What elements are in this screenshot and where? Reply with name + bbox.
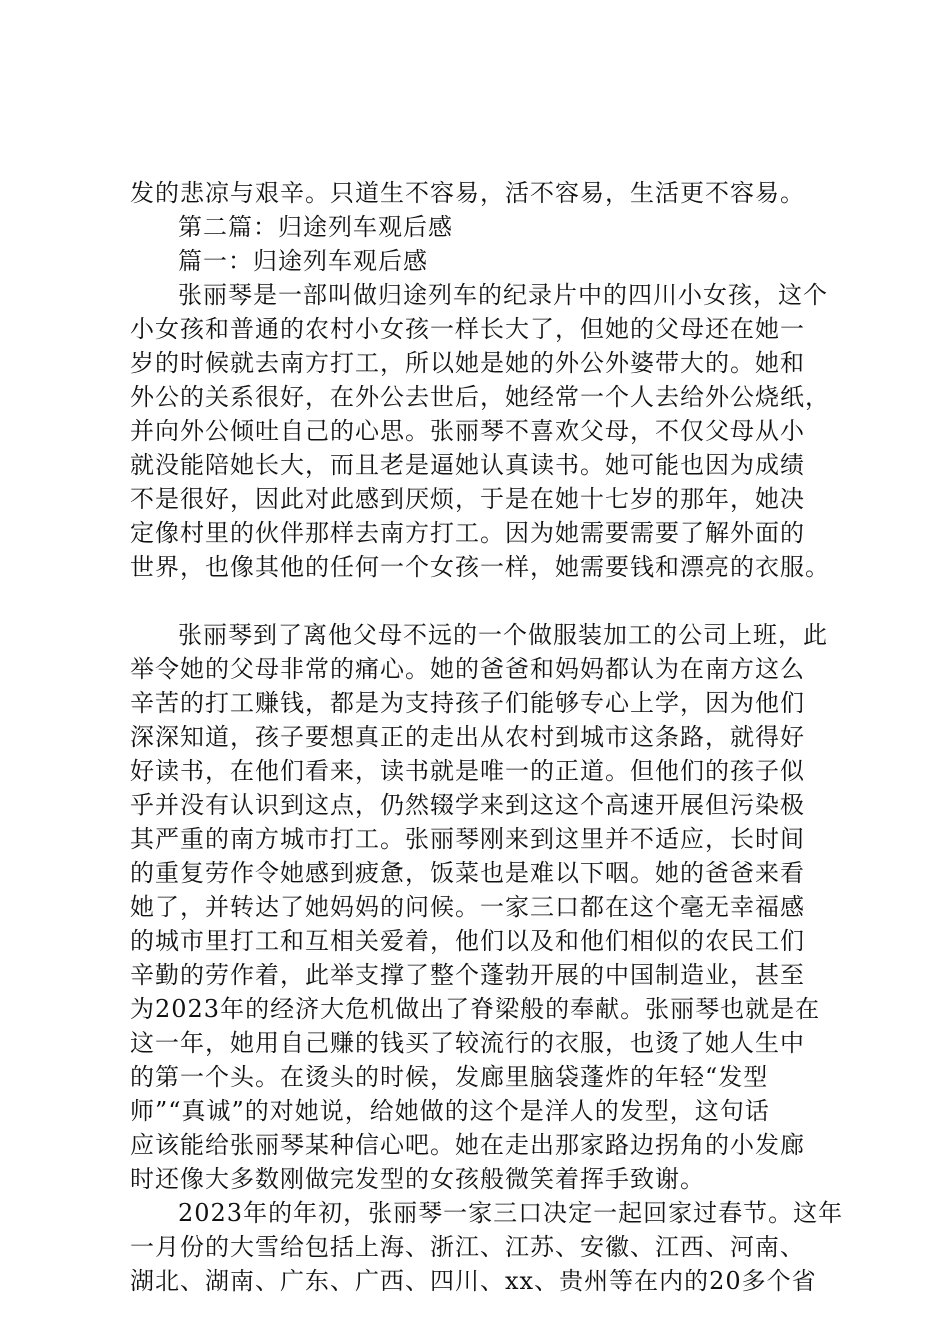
text-line: 湖北、湖南、广东、广西、四川、xx、贵州等在内的20多个省	[130, 1267, 817, 1295]
text-line: 发的悲凉与艰辛。只道生不容易，活不容易，生活更不容易。	[130, 179, 805, 207]
section-heading: 第二篇：归途列车观后感	[178, 213, 453, 241]
text-line: 外公的关系很好，在外公去世后，她经常一个人去给外公烧纸，	[130, 383, 830, 411]
text-line: 的重复劳作令她感到疲惫，饭菜也是难以下咽。她的爸爸来看	[130, 859, 805, 887]
text-line: 辛苦的打工赚钱，都是为支持孩子们能够专心上学，因为他们	[130, 689, 805, 717]
text-line: 时还像大多数刚做完发型的女孩般微笑着挥手致谢。	[130, 1165, 705, 1193]
text-line: 岁的时候就去南方打工，所以她是她的外公外婆带大的。她和	[130, 349, 805, 377]
text-line: 定像村里的伙伴那样去南方打工。因为她需要需要了解外面的	[130, 519, 805, 547]
text-line: 2023年的年初，张丽琴一家三口决定一起回家过春节。这年	[178, 1199, 844, 1227]
text-line: 并向外公倾吐自己的心思。张丽琴不喜欢父母，不仅父母从小	[130, 417, 805, 445]
paragraph-gap	[130, 584, 845, 618]
text-line: 的城市里打工和互相关爱着，他们以及和他们相似的农民工们	[130, 927, 805, 955]
text-line: 好读书，在他们看来，读书就是唯一的正道。但他们的孩子似	[130, 757, 805, 785]
text-line: 一月份的大雪给包括上海、浙江、江苏、安徽、江西、河南、	[130, 1233, 805, 1261]
text-line: 辛勤的劳作着，此举支撑了整个蓬勃开展的中国制造业，甚至	[130, 961, 805, 989]
document-body	[130, 176, 845, 1298]
text-line: 张丽琴是一部叫做归途列车的纪录片中的四川小女孩，这个	[178, 281, 828, 309]
text-line: 其严重的南方城市打工。张丽琴刚来到这里并不适应，长时间	[130, 825, 805, 853]
text-line: 为2023年的经济大危机做出了脊梁般的奉献。张丽琴也就是在	[130, 995, 821, 1023]
text-line: 应该能给张丽琴某种信心吧。她在走出那家路边拐角的小发廊	[130, 1131, 805, 1159]
text-line: 举令她的父母非常的痛心。她的爸爸和妈妈都认为在南方这么	[130, 655, 805, 683]
section-heading: 篇一：归途列车观后感	[178, 247, 428, 275]
text-line: 她了，并转达了她妈妈的问候。一家三口都在这个毫无幸福感	[130, 893, 805, 921]
text-line: 深深知道，孩子要想真正的走出从农村到城市这条路，就得好	[130, 723, 805, 751]
text-line: 小女孩和普通的农村小女孩一样长大了，但她的父母还在她一	[130, 315, 805, 343]
text-line: 乎并没有认识到这点，仍然辍学来到这这个高速开展但污染极	[130, 791, 805, 819]
text-line: 的第一个头。在烫头的时候，发廊里脑袋蓬炸的年轻“发型	[130, 1063, 769, 1091]
text-line: 不是很好，因此对此感到厌烦，于是在她十七岁的那年，她决	[130, 485, 805, 513]
text-line: 师”“真诚”的对她说，给她做的这个是洋人的发型，这句话	[130, 1097, 770, 1125]
text-line: 张丽琴到了离他父母不远的一个做服装加工的公司上班，此	[178, 621, 828, 649]
text-line: 就没能陪她长大，而且老是逼她认真读书。她可能也因为成绩	[130, 451, 805, 479]
text-line: 世界，也像其他的任何一个女孩一样，她需要钱和漂亮的衣服。	[130, 553, 830, 581]
text-line: 这一年，她用自己赚的钱买了较流行的衣服，也烫了她人生中	[130, 1029, 805, 1057]
